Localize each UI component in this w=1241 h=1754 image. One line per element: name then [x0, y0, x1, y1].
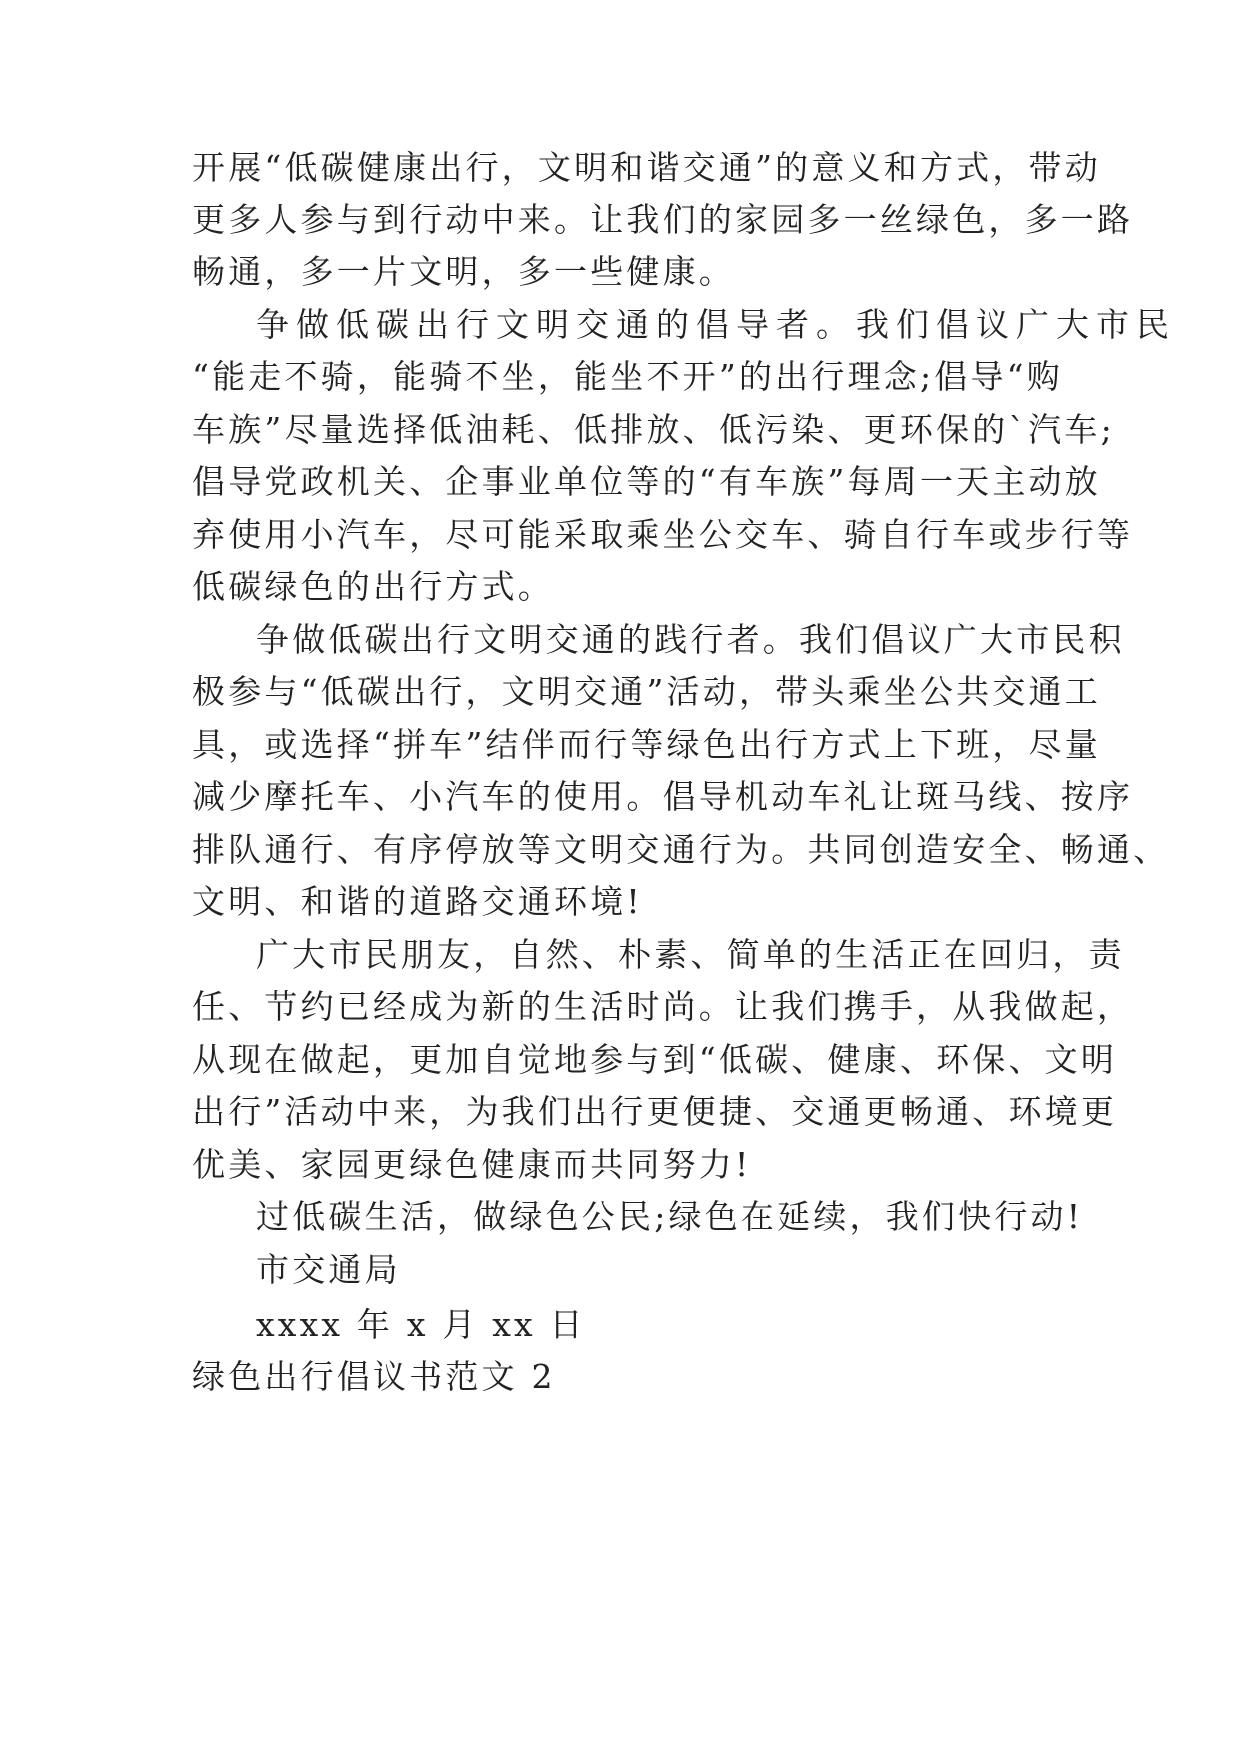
- paragraph-4-line-3: 从现在做起，更加自觉地参与到“低碳、健康、环保、文明: [192, 1040, 1118, 1079]
- paragraph-2-line-1: 争做低碳出行文明交通的倡导者。我们倡议广大市民: [256, 305, 1176, 344]
- paragraph-3-line-4: 减少摩托车、小汽车的使用。倡导机动车礼让斑马线、按序: [192, 777, 1134, 816]
- slogan: 过低碳生活，做绿色公民;绿色在延续，我们快行动!: [256, 1197, 1084, 1236]
- next-section-title: 绿色出行倡议书范文 2: [192, 1357, 556, 1396]
- paragraph-1-line-1: 开展“低碳健康出行，文明和谐交通”的意义和方式，带动: [192, 148, 1101, 187]
- paragraph-2-line-5: 弃使用小汽车，尽可能采取乘坐公交车、骑自行车或步行等: [192, 515, 1134, 554]
- paragraph-3-line-2: 极参与“低碳出行，文明交通”活动，带头乘坐公共交通工: [192, 672, 1101, 711]
- paragraph-4-line-1: 广大市民朋友，自然、朴素、简单的生活正在回归，责: [256, 935, 1125, 974]
- paragraph-4-line-2: 任、节约已经成为新的生活时尚。让我们携手，从我做起，: [192, 987, 1134, 1026]
- paragraph-3-line-5: 排队通行、有序停放等文明交通行为。共同创造安全、畅通、: [192, 830, 1170, 869]
- paragraph-2-line-2: “能走不骑，能骑不坐，能坐不开”的出行理念;倡导“购: [192, 357, 1063, 396]
- paragraph-2-line-4: 倡导党政机关、企事业单位等的“有车族”每周一天主动放: [192, 462, 1101, 501]
- paragraph-1-line-2: 更多人参与到行动中来。让我们的家园多一丝绿色，多一路: [192, 200, 1134, 239]
- paragraph-3-line-1: 争做低碳出行文明交通的践行者。我们倡议广大市民积: [256, 620, 1125, 659]
- paragraph-2-line-3: 车族”尽量选择低油耗、低排放、低污染、更环保的`汽车;: [192, 410, 1115, 449]
- paragraph-1-line-3: 畅通，多一片文明，多一些健康。: [192, 252, 735, 291]
- paragraph-4-line-4: 出行”活动中来，为我们出行更便捷、交通更畅通、环境更: [192, 1092, 1118, 1131]
- signature: 市交通局: [256, 1250, 401, 1289]
- paragraph-4-line-5: 优美、家园更绿色健康而共同努力!: [192, 1145, 752, 1184]
- paragraph-2-line-6: 低碳绿色的出行方式。: [192, 567, 554, 606]
- date: xxxx 年 x 月 xx 日: [256, 1305, 586, 1344]
- paragraph-3-line-6: 文明、和谐的道路交通环境!: [192, 882, 643, 921]
- paragraph-3-line-3: 具，或选择“拼车”结伴而行等绿色出行方式上下班，尽量: [192, 725, 1101, 764]
